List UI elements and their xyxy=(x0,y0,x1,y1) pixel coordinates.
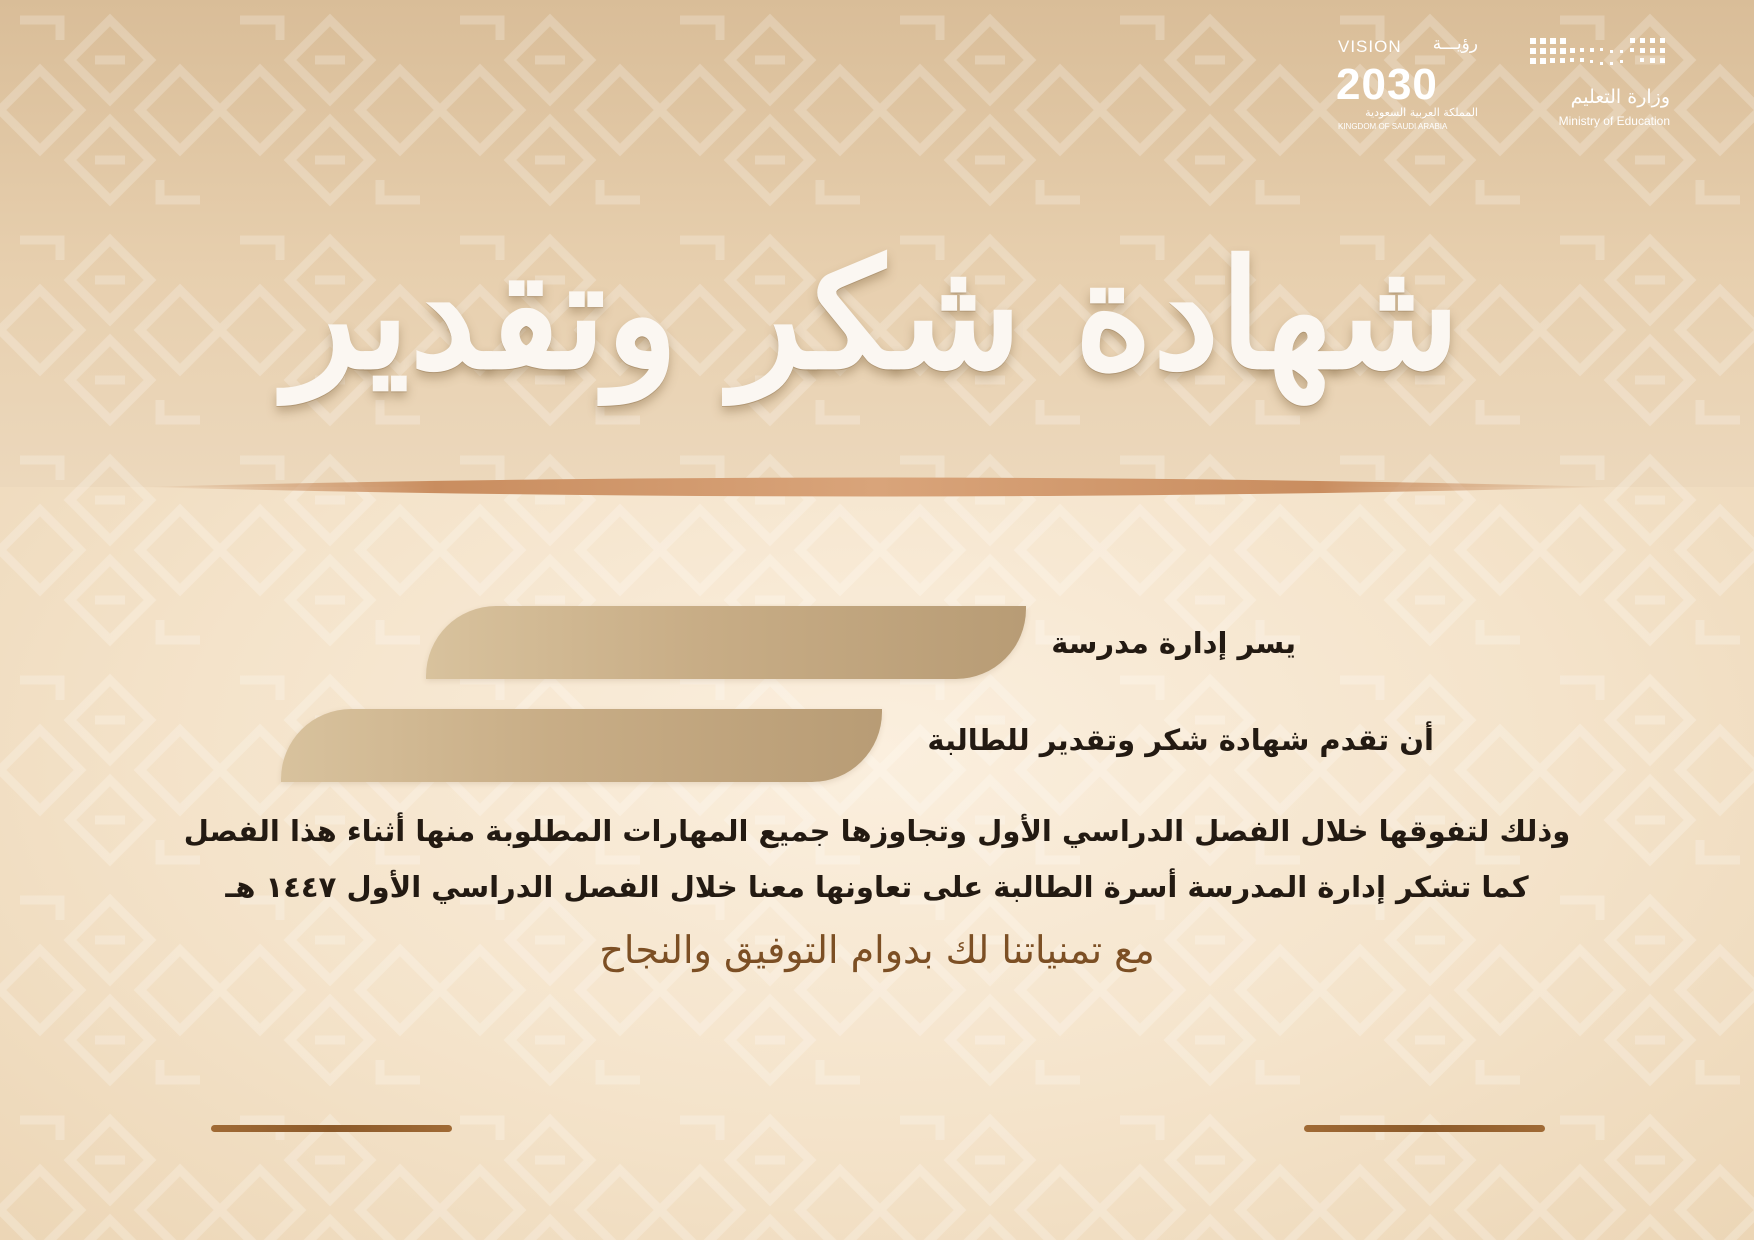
certificate-body-line-1: وذلك لتفوقها خلال الفصل الدراسي الأول وتجاوزها جميع المهارات المطلوبة منها أثناء هذا الفصل xyxy=(183,814,1571,848)
vision-kingdom-ar: المملكة العربية السعودية xyxy=(1365,106,1478,119)
vision-word-en: VISION xyxy=(1338,37,1402,56)
header-divider xyxy=(140,474,1614,500)
vision-2030-logo xyxy=(1336,34,1486,134)
ministry-name-ar: وزارة التعليم xyxy=(1570,86,1670,108)
ministry-name-en: Ministry of Education xyxy=(1558,114,1670,128)
student-name-field[interactable] xyxy=(281,709,882,782)
certificate-title: شهادة شكر وتقدير xyxy=(285,227,1460,403)
wish-text: مع تمنياتنا لك بدوام التوفيق والنجاح xyxy=(599,928,1155,972)
vision-word-ar: رؤيـــة xyxy=(1432,34,1478,54)
school-name-field[interactable] xyxy=(426,606,1026,679)
school-line-label: يسر إدارة مدرسة xyxy=(1051,626,1296,660)
ministry-of-education-logo xyxy=(1526,34,1672,134)
signature-line-right xyxy=(1304,1125,1545,1132)
student-line-label: أن تقدم شهادة شكر وتقدير للطالبة xyxy=(927,723,1434,757)
certificate-body-line-2: كما تشكر إدارة المدرسة أسرة الطالبة على تعاونها معنا خلال الفصل الدراسي الأول ١٤٤٧ هـ xyxy=(225,870,1529,904)
moe-dots-icon xyxy=(1530,36,1670,76)
vision-kingdom-en: KINGDOM OF SAUDI ARABIA xyxy=(1338,122,1448,131)
vision-year: 2030 xyxy=(1336,60,1438,109)
signature-line-left xyxy=(211,1125,452,1132)
